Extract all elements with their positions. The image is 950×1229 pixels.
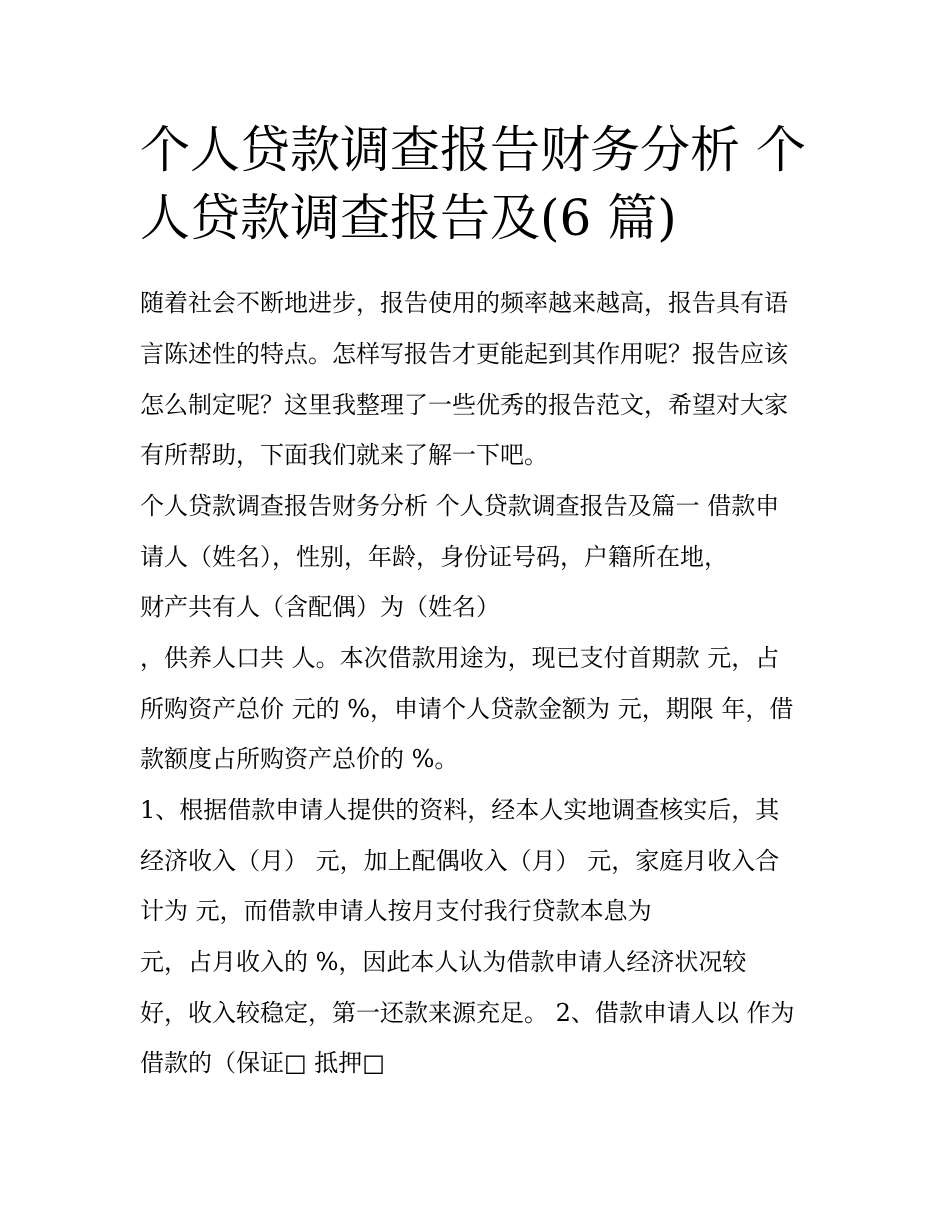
body-line: 经济收入（月） 元，加上配偶收入（月） 元，家庭月收入合 bbox=[140, 847, 780, 875]
body-line: 所购资产总价 元的 %，申请个人贷款金额为 元，期限 年，借 bbox=[140, 695, 794, 723]
body-line: 款额度占所购资产总价的 %。 bbox=[140, 745, 459, 773]
body-line: 计为 元，而借款申请人按月支付我行贷款本息为 bbox=[140, 897, 652, 925]
body-line: 好，收入较稳定，第一还款来源充足。 2、借款申请人以 作为 bbox=[140, 999, 795, 1027]
body-line: 言陈述性的特点。怎样写报告才更能起到其作用呢？报告应该 bbox=[140, 340, 788, 368]
body-line: 财产共有人（含配偶）为（姓名） bbox=[140, 593, 500, 621]
body-line: ，供养人口共 人。本次借款用途为，现已支付首期款 元，占 bbox=[140, 644, 780, 672]
body-line: 随着社会不断地进步，报告使用的频率越来越高，报告具有语 bbox=[140, 289, 788, 317]
body-line: 借款的（保证□ 抵押□ bbox=[140, 1049, 385, 1077]
body-line: 有所帮助，下面我们就来了解一下吧。 bbox=[140, 441, 548, 469]
body-line: 怎么制定呢？这里我整理了一些优秀的报告范文，希望对大家 bbox=[140, 391, 788, 419]
document-title: 个人贷款调查报告财务分析 个人贷款调查报告及(6 篇) bbox=[140, 121, 806, 247]
body-line: 请人（姓名），性别，年龄，身份证号码，户籍所在地， bbox=[140, 543, 728, 571]
body-line: 个人贷款调查报告财务分析 个人贷款调查报告及篇一 借款申 bbox=[140, 492, 780, 520]
body-line: 1、根据借款申请人提供的资料，经本人实地调查核实后，其 bbox=[140, 796, 780, 824]
body-line: 元，占月收入的 %，因此本人认为借款申请人经济状况较 bbox=[140, 948, 747, 976]
